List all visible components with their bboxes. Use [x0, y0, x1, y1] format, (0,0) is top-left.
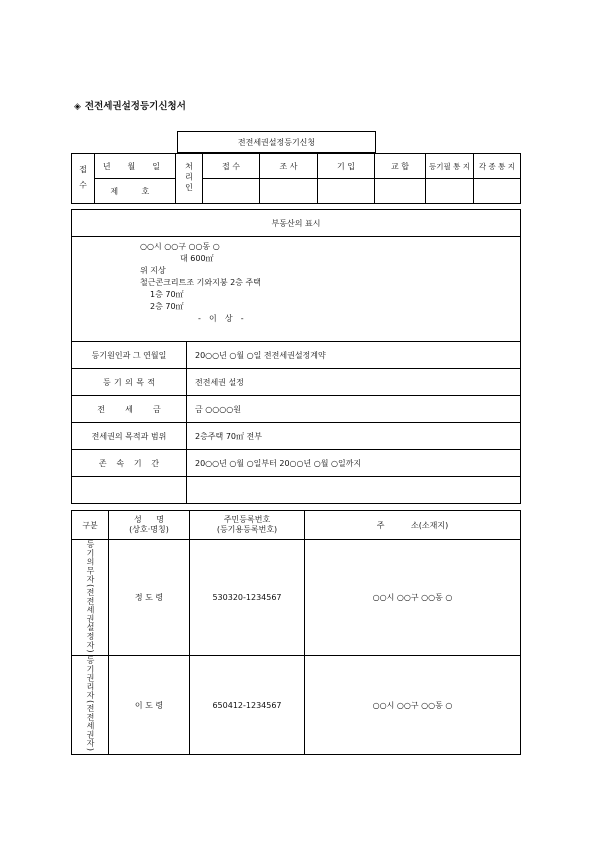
- header-address: 주 소(소재지): [305, 511, 521, 540]
- col-entry: 기 입: [318, 154, 375, 179]
- cell-collation-blank[interactable]: [375, 179, 426, 204]
- receipt-table: [71, 153, 521, 204]
- col-receipt: 접 수: [203, 154, 260, 179]
- property-line-floor2: 2층 70㎡: [150, 302, 184, 311]
- cell-investigation-blank[interactable]: [260, 179, 318, 204]
- parties-table: [71, 510, 521, 755]
- party-id-obligor[interactable]: 530320-1234567: [190, 540, 305, 656]
- form-name-box: [177, 131, 376, 153]
- property-line-land: 대 600㎡: [180, 254, 214, 263]
- header-name: 성 명 (상호·명칭): [109, 511, 190, 540]
- ymd-label: 년 월 일: [95, 154, 176, 179]
- document-title: ◈ 전전세권설정등기신청서: [74, 101, 186, 112]
- row-label-deposit: 전 세 금: [72, 396, 187, 423]
- party-name-obligor[interactable]: 정 도 령: [109, 540, 190, 656]
- col-collation: 교 합: [375, 154, 426, 179]
- row-label-cause: 등기원인과 그 연월일: [72, 342, 187, 369]
- cell-receipt-blank[interactable]: [203, 179, 260, 204]
- col-investigation: 조 사: [260, 154, 318, 179]
- property-line-above: 위 지상: [140, 266, 166, 275]
- party-role-obligor: 등기의무자(전전세권설정자): [72, 540, 109, 656]
- row-value-deposit[interactable]: 금 ○○○○원: [187, 396, 521, 423]
- property-description: [72, 237, 521, 342]
- party-address-obligee[interactable]: ○○시 ○○구 ○○동 ○: [305, 656, 521, 755]
- party-address-obligor[interactable]: ○○시 ○○구 ○○동 ○: [305, 540, 521, 656]
- receipt-label: 접 수: [72, 154, 95, 204]
- col-various-notice: 각 종 통 지: [474, 154, 521, 179]
- header-id: 주민등록번호 (등기용등록번호): [190, 511, 305, 540]
- property-line-structure: 철근콘크리트조 기와지붕 2층 주택: [140, 278, 261, 287]
- col-completion-notice: 등기필 통 지: [426, 154, 474, 179]
- diamond-bullet-icon: ◈: [74, 102, 81, 112]
- form-name: 전전세권설정등기신청: [237, 137, 316, 147]
- row-value-duration[interactable]: 20○○년 ○월 ○일부터 20○○년 ○월 ○일까지: [187, 450, 521, 477]
- row-label-duration: 존 속 기 간: [72, 450, 187, 477]
- party-role-obligee: 등기권리자(전전세권자): [72, 656, 109, 755]
- header-division: 구분: [72, 511, 109, 540]
- row-value-scope[interactable]: 2층주택 70㎡ 전부: [187, 423, 521, 450]
- row-label-scope: 전세권의 목적과 범위: [72, 423, 187, 450]
- property-line-address: ○○시 ○○구 ○○동 ○: [140, 242, 220, 251]
- row-value-purpose[interactable]: 전전세권 설정: [187, 369, 521, 396]
- property-heading: 부동산의 표시: [72, 210, 521, 237]
- party-id-obligee[interactable]: 650412-1234567: [190, 656, 305, 755]
- property-table: [71, 209, 521, 504]
- cell-various-blank[interactable]: [474, 179, 521, 204]
- row-value-blank[interactable]: [187, 477, 521, 504]
- cell-entry-blank[interactable]: [318, 179, 375, 204]
- cell-completion-blank[interactable]: [426, 179, 474, 204]
- number-label: 제 호: [95, 179, 176, 204]
- property-line-floor1: 1층 70㎡: [150, 290, 184, 299]
- row-label-purpose: 등 기 의 목 적: [72, 369, 187, 396]
- party-name-obligee[interactable]: 이 도 령: [109, 656, 190, 755]
- processor-label: 처리인: [176, 154, 203, 204]
- row-value-cause[interactable]: 20○○년 ○월 ○일 전전세권설정계약: [187, 342, 521, 369]
- property-line-end: - 이 상 -: [198, 314, 244, 323]
- row-label-blank: [72, 477, 187, 504]
